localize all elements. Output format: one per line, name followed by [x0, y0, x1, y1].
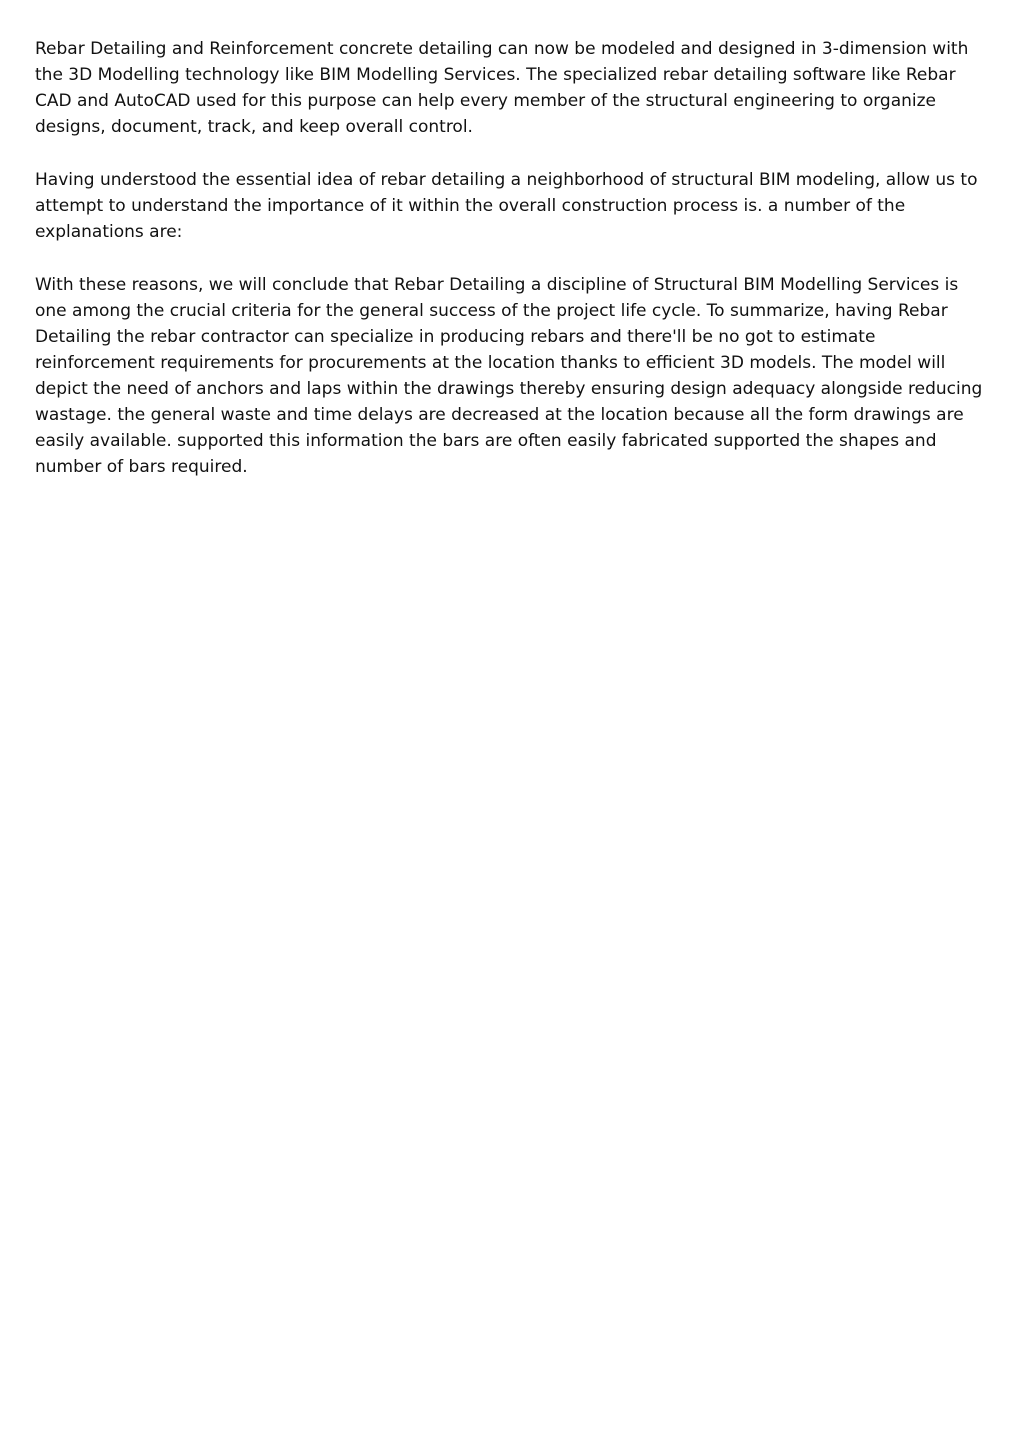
document-body [35, 36, 995, 507]
paragraph-conclusion: With these reasons, we will conclude that Rebar Detailing a discipline of Structural BIM Modelling Services is one among the crucial criteria for the general success of the project life cycle. To summarize, having Rebar Detailing the rebar contractor can specialize in producing rebars and there'll be no got to estimate reinforcement requirements for procurements at the location thanks to efficient 3D models. The model will depict the need of anchors and laps within the drawings thereby ensuring design adequacy alongside reducing wastage. the general waste and time delays are decreased at the location because all the form drawings are easily available. supported this information the bars are often easily fabricated supported the shapes and number of bars required. [35, 275, 983, 477]
paragraph-importance: Having understood the essential idea of rebar detailing a neighborhood of structural BIM modeling, allow us to attempt to understand the importance of it within the overall construction process is. a number of the explanations are: [35, 170, 978, 242]
paragraph-intro: Rebar Detailing and Reinforcement concrete detailing can now be modeled and designed in 3-dimension with the 3D Modelling technology like BIM Modelling Services. The specialized rebar detailing software like Rebar CAD and AutoCAD used for this purpose can help every member of the structural engineering to organize designs, document, track, and keep overall control. [35, 39, 969, 137]
